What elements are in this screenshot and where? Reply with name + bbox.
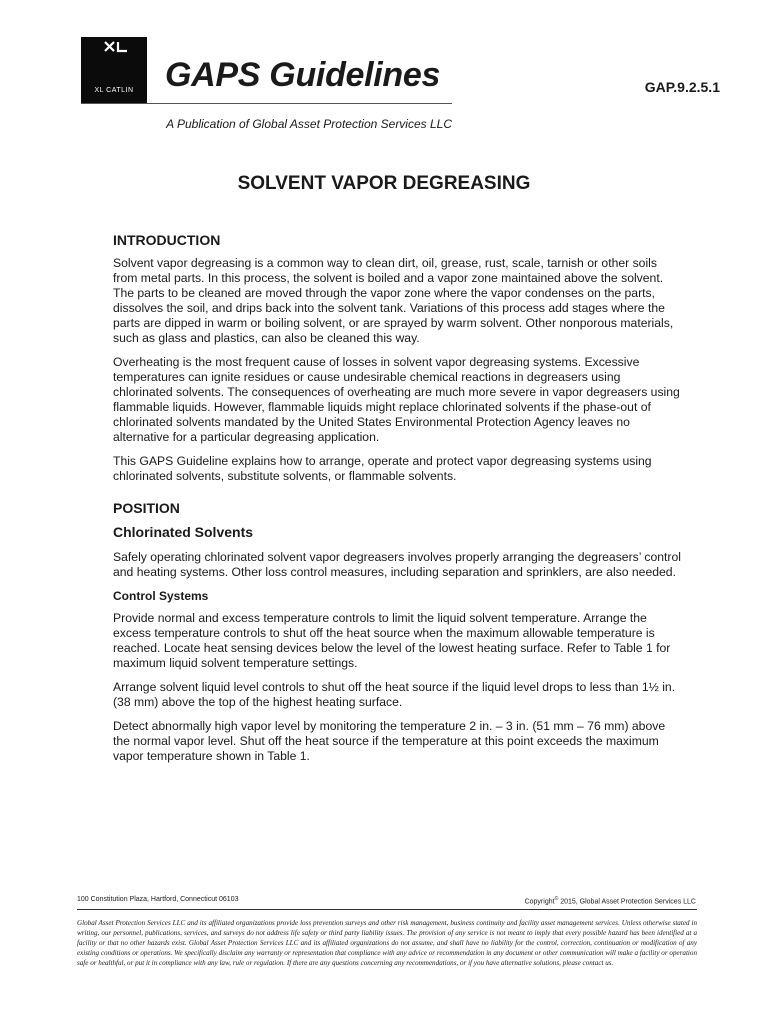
copyright-symbol: © — [554, 896, 559, 902]
paragraph: Provide normal and excess temperature controls to limit the liquid solvent temperature. Arrange the excess temperature controls to shut off the heat source when the maximum allowable temperature is reached. Locate heat sensing devices below the level of the lowest heating surface. Refer to Table 1 for maximum liquid solvent temperature settings. — [113, 611, 671, 670]
header-divider — [81, 103, 452, 104]
footer-copyright — [525, 896, 696, 905]
page-title: SOLVENT VAPOR DEGREASING — [237, 173, 531, 194]
subheading-control-systems: Control Systems — [113, 589, 209, 603]
footer-divider — [77, 909, 697, 910]
brand-title: GAPS Guidelines — [165, 56, 441, 94]
xl-catlin-logo — [81, 37, 147, 103]
paragraph: Overheating is the most frequent cause of losses in solvent vapor degreasing systems. Excessive temperatures can ignite residues or cause undesirable chemical reactions in degreasers using chlorinated solvents. The consequences of overheating are much more severe in vapor degreasers using flammable liquids. However, flammable liquids might replace chlorinated solvents if the phase-out of chlorinated solvents mandated by the United States Environmental Protection Agency leaves no alternative for a particular degreasing application. — [113, 355, 680, 444]
subheading-chlorinated-solvents: Chlorinated Solvents — [113, 524, 254, 540]
paragraph: Arrange solvent liquid level controls to shut off the heat source if the liquid level drops to less than 1½ in. (38 mm) above the top of the highest heating surface. — [113, 680, 676, 709]
document-body — [113, 232, 683, 773]
paragraph: This GAPS Guideline explains how to arrange, operate and protect vapor degreasing systems using chlorinated solvents, substitute solvents, or flammable solvents. — [113, 454, 652, 483]
section-heading-introduction: INTRODUCTION — [113, 232, 221, 248]
paragraph: Safely operating chlorinated solvent vapor degreasers involves properly arranging the degreasers’ control and heating systems. Other loss control measures, including separation and sprinklers, are also needed. — [113, 550, 681, 579]
paragraph: Detect abnormally high vapor level by monitoring the temperature 2 in. – 3 in. (51 mm – 76 mm) above the normal vapor level. Shut off the heat source if the temperature at this point exceeds the maximum vapor temperature shown in Table 1. — [113, 719, 666, 763]
xl-logo-icon — [103, 40, 129, 64]
legal-disclaimer: Global Asset Protection Services LLC and its affiliated organizations provide loss prevention surveys and other risk management, business continuity and facility asset management services. Unless otherwise stated in writing, our personnel, publications, services, and surveys do not address life safety or third party liability issues. The provision of any service is not meant to imply that every possible hazard has been identified at a facility or that no other hazards exist. Global Asset Protection Services LLC and its affiliated organizations do not assume, and shall have no liability for the control, correction, continuation or modification of any existing conditions or operations. We specifically disclaim any warranty or representation that compliance with any advice or recommendation in any document or other communication will make a facility or operation safe or healthful, or put it in compliance with any law, rule or regulation. If there are any questions concerning any recommendations, or if you have alternative solutions, please contact us. — [77, 919, 697, 967]
footer-address: 100 Constitution Plaza, Hartford, Connecticut 06103 — [77, 896, 239, 903]
section-heading-position: POSITION — [113, 500, 180, 516]
paragraph: Solvent vapor degreasing is a common way to clean dirt, oil, grease, rust, scale, tarnish or other soils from metal parts. In this process, the solvent is boiled and a vapor zone maintained above the solvent. The parts to be cleaned are moved through the vapor zone where the vapor condenses on the parts, dissolves the soil, and drips back into the solvent tank. Variations of this process add stages where the parts are dipped in warm or boiling solvent, or are sprayed by warm solvent. Other nonporous materials, such as glass and plastics, can also be cleaned this way. — [113, 256, 674, 345]
copyright-label: Copyright — [524, 898, 555, 906]
copyright-text: 2015, Global Asset Protection Services LLC — [558, 898, 696, 906]
publication-line: A Publication of Global Asset Protection Services LLC — [166, 117, 452, 131]
logo-text: XL CATLIN — [94, 87, 134, 94]
document-number: GAP.9.2.5.1 — [644, 79, 720, 95]
